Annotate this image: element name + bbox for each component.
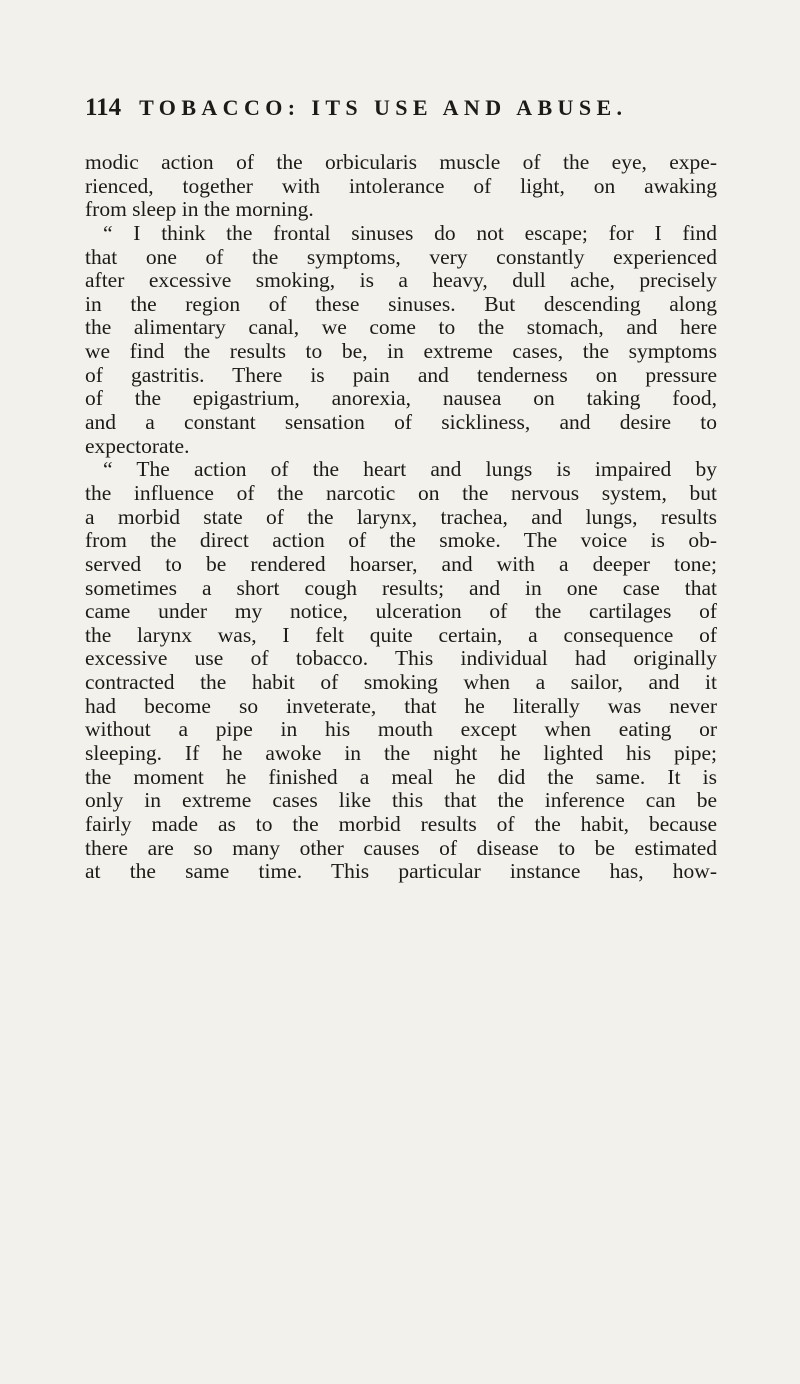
text-line: the alimentary canal, we come to the stomach, and here bbox=[85, 316, 717, 340]
page-number: 114 bbox=[85, 94, 122, 121]
text-line: sometimes a short cough results; and in one case that bbox=[85, 576, 717, 600]
text-line: modic action of the orbicularis muscle of the eye, expe- bbox=[85, 151, 717, 174]
text-line: that one of the symptoms, very constantly experienced bbox=[85, 245, 717, 269]
text-line: served to be rendered hoarser, and with a deeper tone; bbox=[85, 552, 717, 576]
text-line: only in extreme cases like this that the inference can be bbox=[85, 789, 717, 813]
text-line: “ The action of the heart and lungs is impaired by bbox=[103, 458, 717, 482]
text-line: after excessive smoking, is a heavy, dull ache, precisely bbox=[85, 269, 717, 293]
text-line: in the region of these sinuses. But descending along bbox=[85, 292, 717, 316]
text-line: the moment he finished a meal he did the same. It is bbox=[85, 765, 717, 789]
text-line: contracted the habit of smoking when a sailor, and it bbox=[85, 671, 717, 695]
text-line: excessive use of tobacco. This individual had originally bbox=[85, 647, 717, 671]
text-line: without a pipe in his mouth except when eating or bbox=[85, 718, 717, 742]
running-title: TOBACCO: ITS USE AND ABUSE. bbox=[139, 95, 628, 120]
text-line: had become so inveterate, that he literally was never bbox=[85, 694, 717, 718]
text-line: rienced, together with intolerance of light, on awaking bbox=[85, 174, 717, 198]
text-line: came under my notice, ulceration of the cartilages of bbox=[85, 600, 717, 624]
text-line: a morbid state of the larynx, trachea, and lungs, results bbox=[85, 505, 717, 529]
text-line: at the same time. This particular instance has, how- bbox=[85, 860, 717, 884]
running-head bbox=[85, 94, 705, 134]
body-text bbox=[85, 151, 717, 884]
text-line: the larynx was, I felt quite certain, a consequence of bbox=[85, 623, 717, 647]
text-line: we find the results to be, in extreme cases, the symptoms bbox=[85, 340, 717, 364]
text-line: expectorate. bbox=[85, 434, 190, 458]
text-line: from sleep in the morning. bbox=[85, 198, 314, 222]
text-line: “ I think the frontal sinuses do not escape; for I find bbox=[103, 221, 717, 245]
text-line: of the epigastrium, anorexia, nausea on taking food, bbox=[85, 387, 717, 411]
text-line: from the direct action of the smoke. The voice is ob- bbox=[85, 529, 717, 553]
text-line: there are so many other causes of disease to be estimated bbox=[85, 836, 717, 860]
text-line: the influence of the narcotic on the nervous system, but bbox=[85, 481, 717, 505]
text-line: sleeping. If he awoke in the night he lighted his pipe; bbox=[85, 742, 717, 766]
text-line: and a constant sensation of sickliness, and desire to bbox=[85, 411, 717, 435]
text-line: of gastritis. There is pain and tenderness on pressure bbox=[85, 363, 717, 387]
text-line: fairly made as to the morbid results of the habit, because bbox=[85, 812, 717, 836]
